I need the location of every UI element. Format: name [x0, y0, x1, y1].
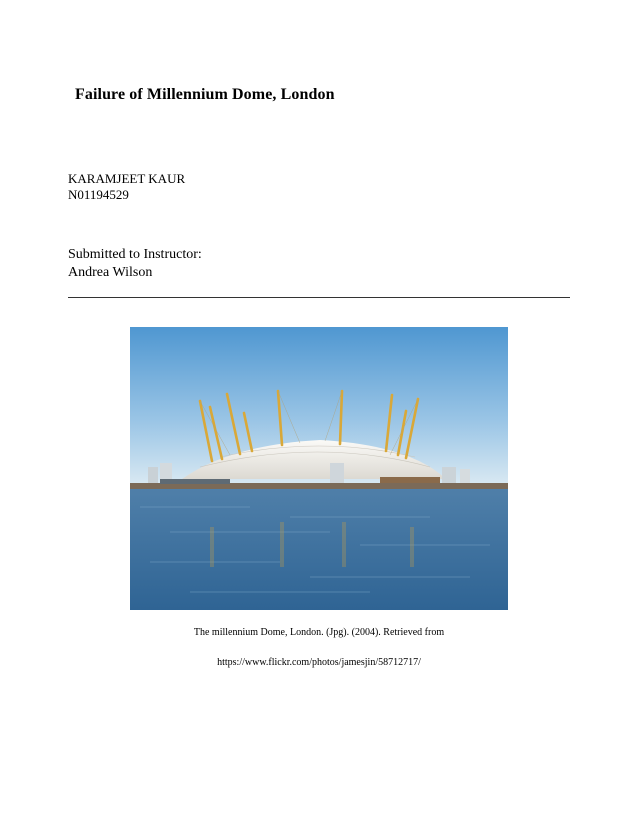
instructor-name: Andrea Wilson: [68, 265, 153, 280]
figure-caption-line1: The millennium Dome, London. (Jpg). (2004). Retrieved from: [193, 627, 445, 638]
document-title: Failure of Millennium Dome, London: [75, 86, 335, 103]
author-name: KARAMJEET KAUR: [68, 171, 186, 186]
figure-caption-source-url[interactable]: https://www.flickr.com/photos/jamesjin/58712717/: [217, 657, 421, 668]
horizontal-divider: [68, 297, 570, 298]
millennium-dome-photo: [130, 327, 508, 610]
author-block: [68, 171, 185, 203]
submitted-block: [68, 246, 202, 282]
student-id: N01194529: [68, 187, 129, 202]
submitted-label: Submitted to Instructor:: [68, 247, 202, 262]
